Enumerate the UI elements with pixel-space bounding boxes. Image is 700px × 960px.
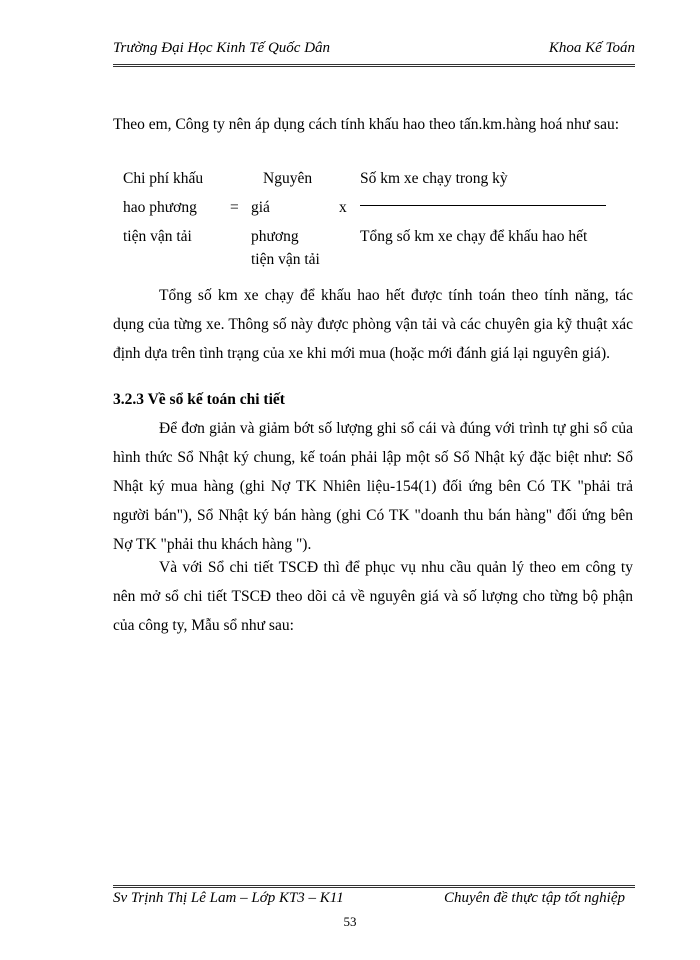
formula-lhs-line3: tiện vận tải (123, 228, 192, 245)
formula-lhs-line2: hao phương (123, 199, 197, 216)
paragraph-fixed-assets: Và với Sổ chi tiết TSCĐ thì để phục vụ nhu cầu quản lý theo em công ty nên mở sổ chi tiết TSCĐ theo dõi cả về nguyên giá và số lượng cho từng bộ phận của công ty, Mẫu sổ như sau: (113, 559, 633, 634)
intro-paragraph: Theo em, Công ty nên áp dụng cách tính khấu hao theo tấn.km.hàng hoá như sau: (113, 116, 620, 133)
formula-numerator: Số km xe chạy trong kỳ (360, 170, 508, 187)
formula-factor-line2: giá (251, 199, 270, 216)
fraction-line (360, 205, 606, 206)
formula-equals: = (230, 199, 239, 216)
formula-lhs-line1: Chi phí khấu (123, 170, 204, 187)
paragraph-journals: Để đơn giản và giảm bớt số lượng ghi sổ cái và đúng với trình tự ghi sổ của hình thức Sổ Nhật ký chung, kế toán phải lập một số Sổ Nhật ký đặc biệt như: Sổ Nhật ký mua hàng (ghi Nợ TK Nhiên liệu-154(1) đối ứng bên Có TK "phải trả người bán"), Sổ Nhật ký bán hàng (ghi Có TK "doanh thu bán hàng" đối ứng bên Nợ TK "phải thu khách hàng "). (113, 420, 633, 553)
formula-factor-line1: Nguyên (263, 170, 313, 187)
formula-factor-line3: phương (251, 228, 299, 245)
formula-factor-line4: tiện vận tải (251, 251, 320, 268)
header-faculty: Khoa Kế Toán (548, 40, 635, 56)
footer-student: Sv Trịnh Thị Lê Lam – Lớp KT3 – K11 (113, 890, 344, 906)
formula-times: x (339, 199, 347, 216)
paragraph-total-km: Tổng số km xe chạy để khấu hao hết được tính toán theo tính năng, tác dụng của từng xe. Thông số này được phòng vận tải và các chuyên gia kỹ thuật xác định dựa trên tình trạng của xe khi mới mua (hoặc mới đánh giá lại nguyên giá). (113, 287, 633, 362)
footer-title: Chuyên đề thực tập tốt nghiệp (443, 890, 625, 906)
page-footer (113, 885, 635, 910)
section-heading: 3.2.3 Về sổ kế toán chi tiết (113, 391, 285, 408)
page-number: 53 (343, 914, 357, 929)
page-header (113, 38, 635, 67)
header-school: Trường Đại Học Kinh Tế Quốc Dân (113, 40, 331, 56)
formula-denominator: Tổng số km xe chạy để khấu hao hết (360, 228, 588, 245)
